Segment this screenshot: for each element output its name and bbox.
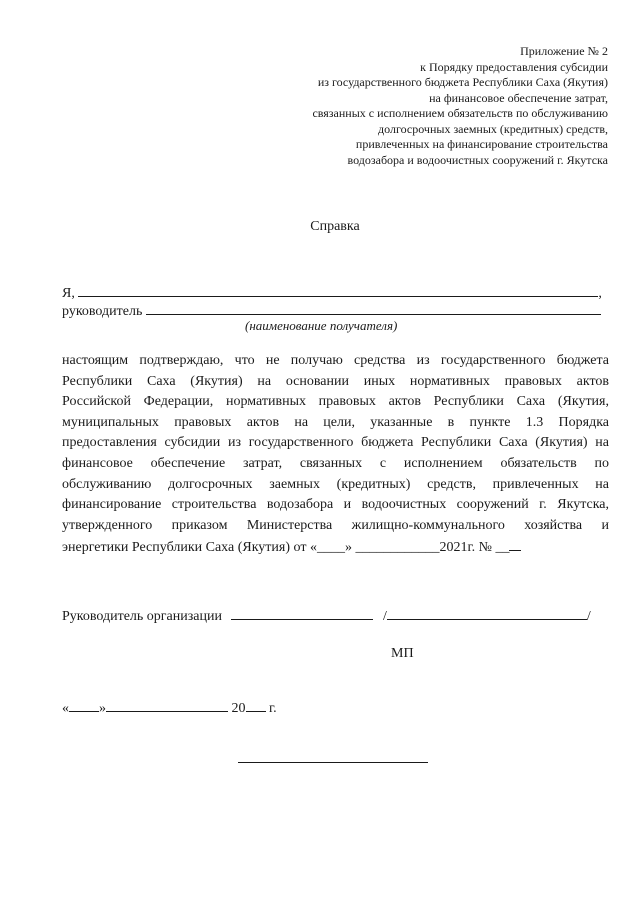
date-row — [62, 697, 277, 717]
statement-line: утвержденного приказом Министерства жилищно-коммунального хозяйства и — [62, 517, 609, 533]
head-field-row — [62, 300, 601, 320]
statement-line: настоящим подтверждаю, что не получаю средства из государственного бюджета — [62, 353, 609, 368]
name-blank-line[interactable] — [78, 282, 598, 297]
signature-blank-line[interactable] — [231, 605, 373, 620]
appendix-line: долгосрочных заемных (кредитных) средств, — [378, 121, 608, 136]
statement-text — [62, 351, 609, 557]
appendix-header — [228, 44, 608, 168]
order-number-blank[interactable] — [509, 536, 521, 551]
recipient-caption: (наименование получателя) — [245, 318, 398, 333]
statement-line: Российской Федерации, нормативных правовых актов Республики Саха (Якутия, — [62, 394, 609, 410]
day-blank[interactable] — [69, 697, 99, 712]
appendix-line: из государственного бюджета Республики Саха (Якутия) — [317, 75, 608, 89]
name-decryption-blank-line[interactable] — [387, 605, 587, 620]
appendix-line: водозабора и водоочистных сооружений г. Якутска — [347, 152, 608, 167]
year-blank[interactable] — [246, 697, 266, 712]
statement-line: предоставления субсидии из государственного бюджета Республики Саха (Якутия) на — [62, 435, 609, 451]
signature-row — [62, 605, 591, 625]
statement-line: обслуживанию долгосрочных заемных (кредитных) средств, привлеченных на — [62, 476, 609, 492]
name-field-end: , — [598, 286, 602, 301]
statement-line-last — [62, 536, 609, 557]
year-prefix: 20 — [231, 701, 246, 716]
appendix-line: на финансовое обеспечение затрат, — [429, 90, 608, 105]
statement-line: финансирование строительства водозабора и водоочистных сооружений г. Якутска, — [62, 497, 609, 513]
signature-label: Руководитель организации — [62, 609, 222, 624]
statement-line: энергетики Республики Саха (Якутия) от «____» ____________2021г. № __ — [62, 540, 510, 556]
name-decryption-open: / — [382, 609, 387, 624]
name-label: Я, — [62, 286, 75, 301]
month-blank[interactable] — [106, 697, 228, 712]
statement-line: Республики Саха (Якутия) на основании иных нормативных правовых актов — [62, 373, 609, 389]
appendix-line: к Порядку предоставления субсидии — [420, 59, 608, 74]
appendix-line: Приложение № 2 — [520, 44, 608, 58]
name-field-row — [62, 282, 602, 302]
document-title: Справка — [310, 219, 360, 234]
date-close-quote: » — [99, 701, 106, 716]
appendix-line: связанных с исполнением обязательств по обслуживанию — [312, 106, 608, 120]
statement-line: муниципальных правовых актов на цели, указанные в пункте 1.3 Порядка — [62, 414, 609, 430]
statement-line: финансовое обеспечение затрат, связанных с исполнением обязательств по — [62, 455, 609, 471]
year-suffix: г. — [265, 701, 277, 716]
name-decryption-close: / — [586, 609, 591, 624]
bottom-signature-line[interactable] — [238, 762, 428, 763]
head-label: руководитель — [62, 304, 143, 319]
appendix-line: привлеченных на финансирование строительства — [355, 137, 608, 151]
date-open-quote: « — [62, 701, 69, 716]
recipient-blank-line[interactable] — [146, 300, 601, 315]
stamp-place: МП — [391, 646, 414, 661]
